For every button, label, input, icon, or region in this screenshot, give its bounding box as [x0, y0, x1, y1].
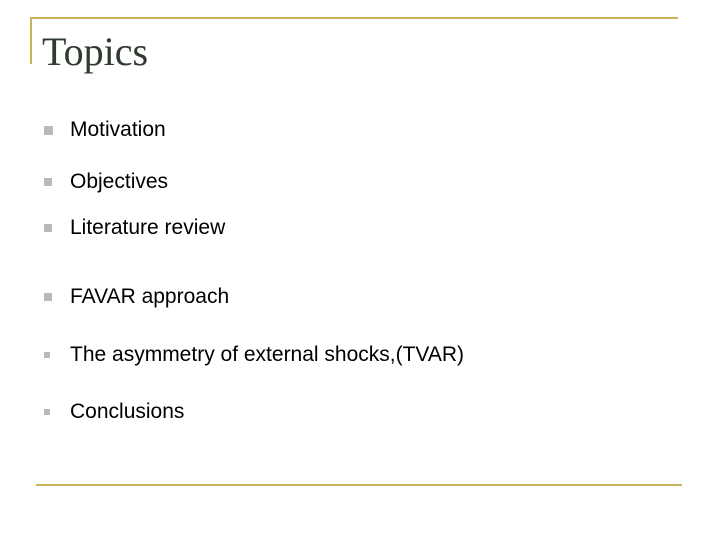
bullet-text: Objectives — [70, 170, 169, 193]
bullet-item-objectives — [44, 168, 168, 196]
bullet-item-favar-approach — [44, 283, 229, 311]
slide-title: Topics — [42, 29, 149, 74]
bottom-divider-line — [36, 484, 682, 486]
bullet-item-motivation — [44, 116, 166, 144]
square-bullet-icon — [44, 126, 53, 135]
bullet-item-asymmetry-tvar — [44, 341, 464, 369]
bullet-text: Motivation — [70, 118, 166, 141]
bullet-text: FAVAR approach — [70, 285, 230, 308]
bullet-text: Conclusions — [70, 400, 185, 423]
left-divider-line — [30, 17, 32, 64]
square-bullet-icon — [44, 293, 52, 301]
square-bullet-icon — [44, 409, 50, 415]
bullet-text: The asymmetry of external shocks,(TVAR) — [70, 343, 465, 366]
bullet-item-conclusions — [44, 398, 184, 426]
bullet-text: Literature review — [70, 216, 226, 239]
bullet-item-literature-review — [44, 214, 225, 242]
square-bullet-icon — [44, 224, 52, 232]
top-divider-line — [30, 17, 678, 19]
square-bullet-icon — [44, 178, 52, 186]
square-bullet-icon — [44, 352, 50, 358]
